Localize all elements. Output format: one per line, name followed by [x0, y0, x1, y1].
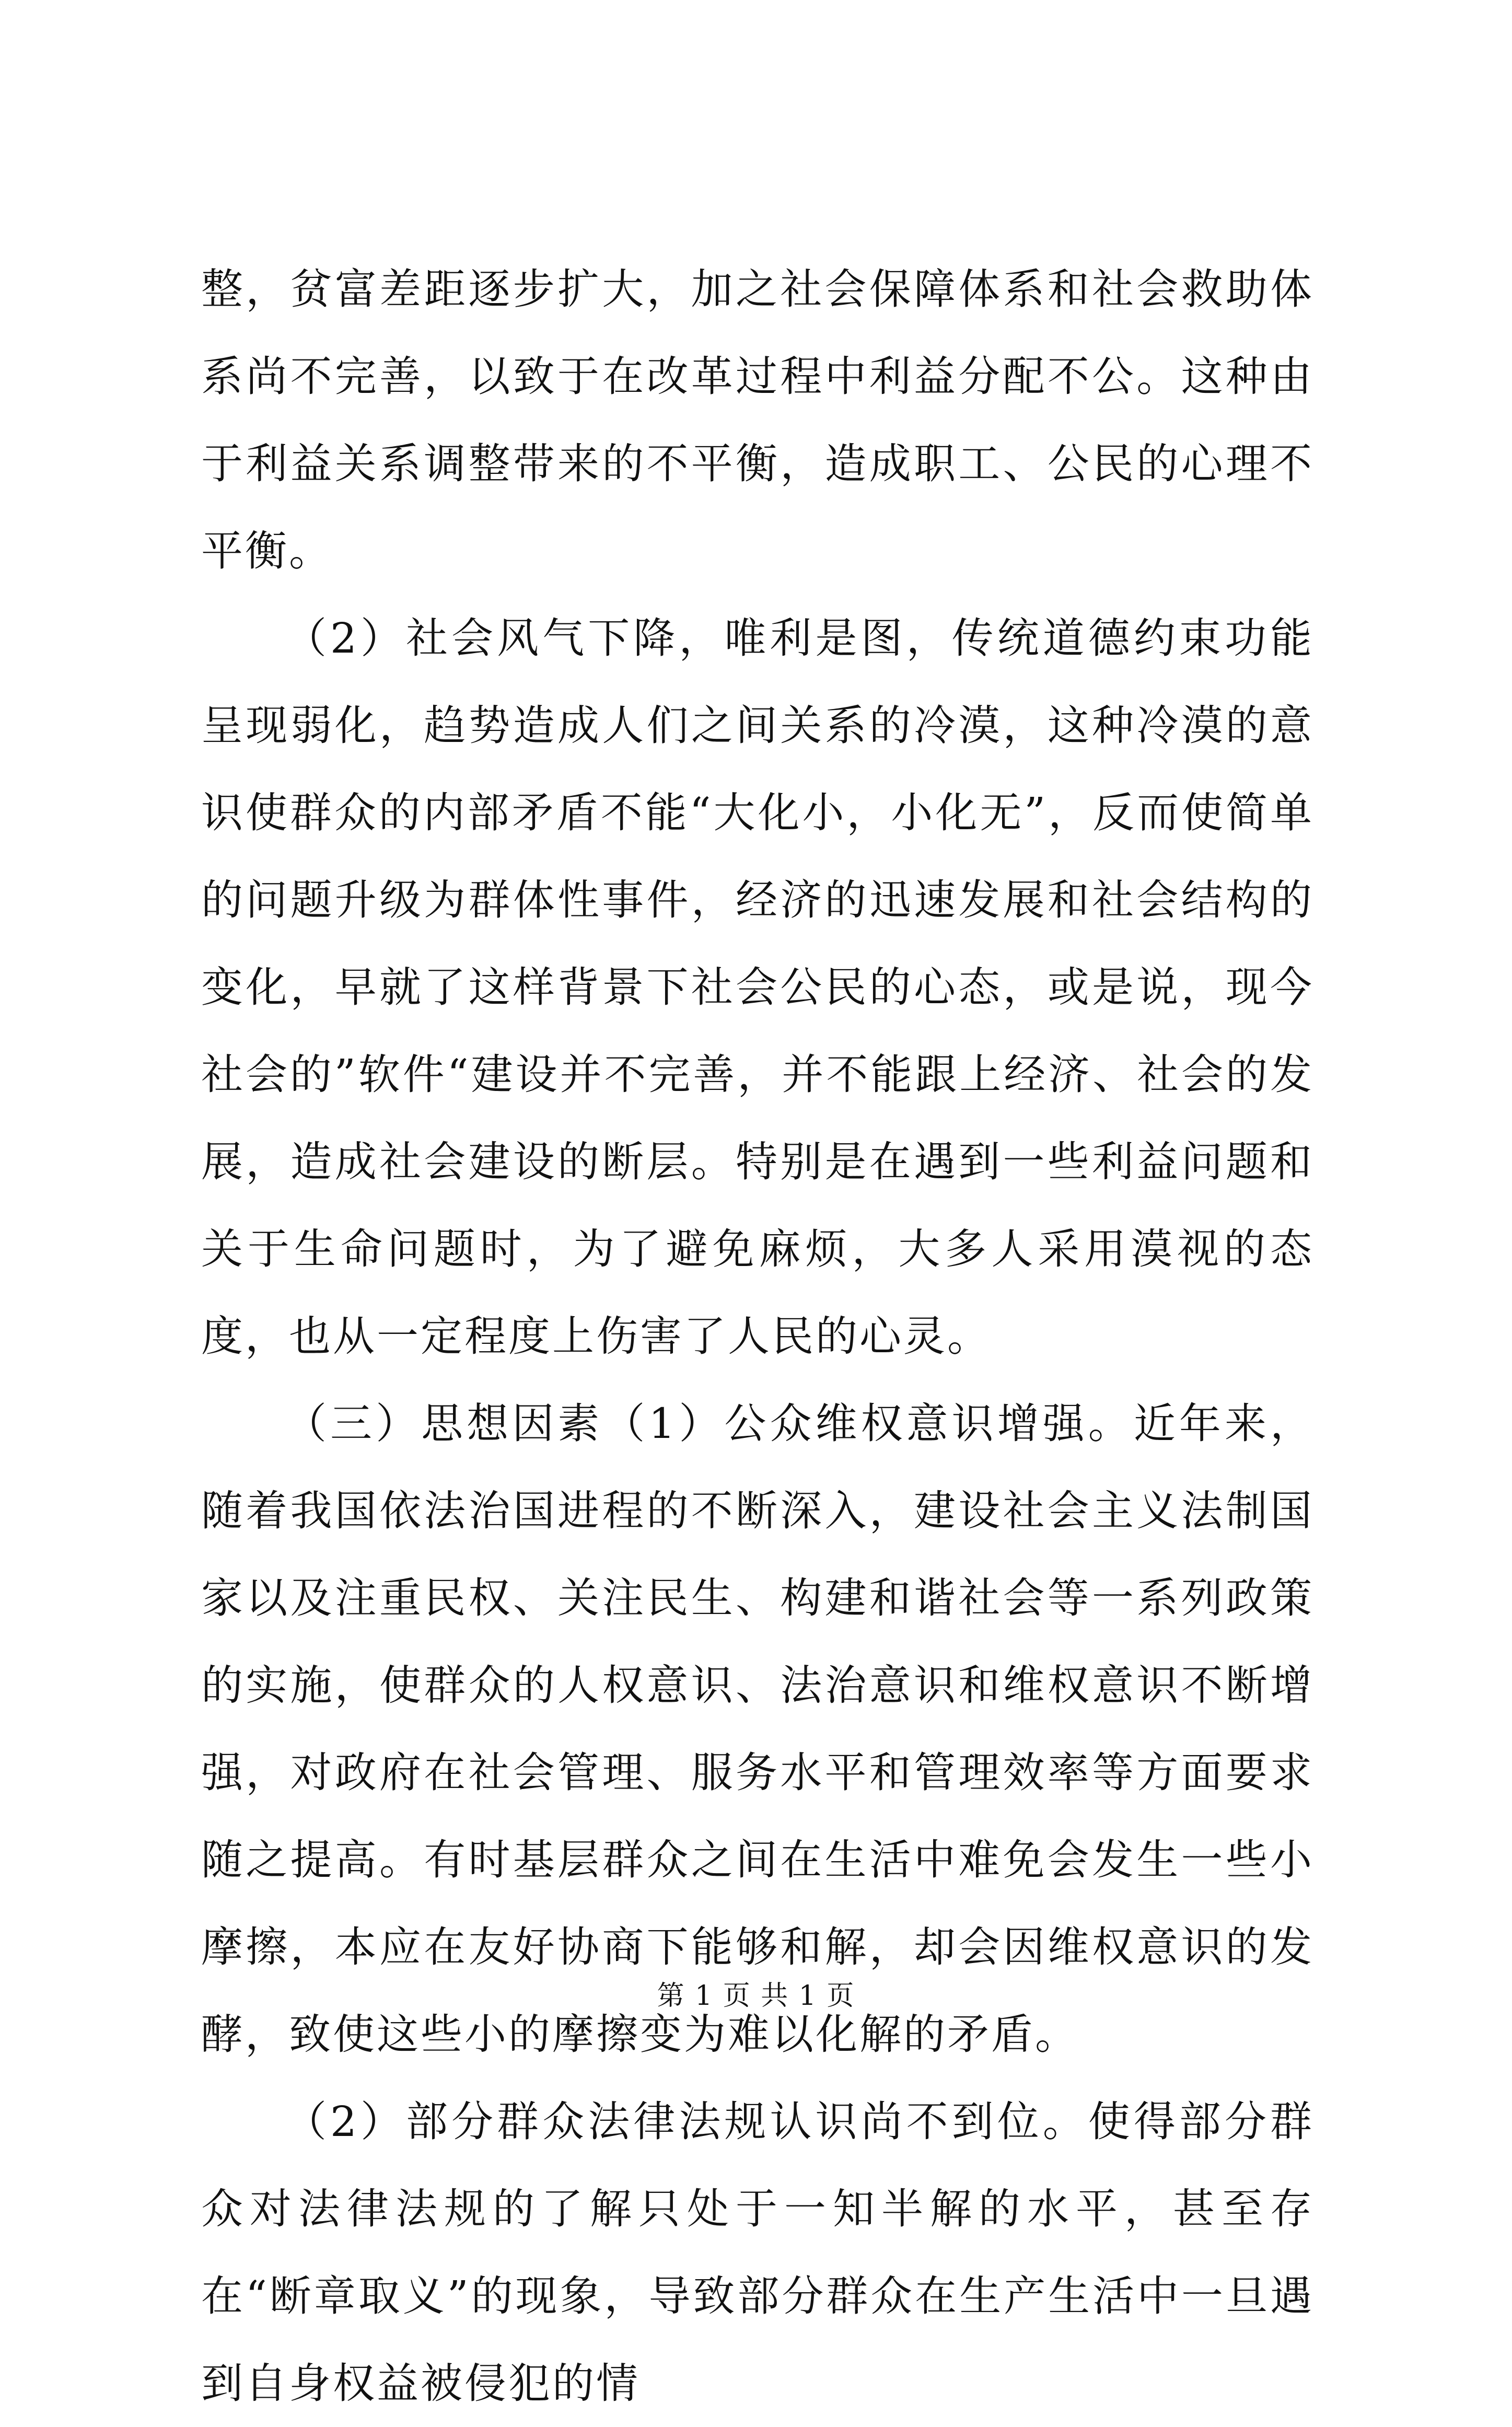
paragraph-ideological-factors: （三）思想因素（1）公众维权意识增强。近年来，随着我国依法治国进程的不断深入，建设社会主义法制国家以及注重民权、关注民生、构建和谐社会等一系列政策的实施，使群众的人权意识、法治意识和维权意识不断增强，对政府在社会管理、服务水平和管理效率等方面要求随之提高。有时基层群众之间在生活中难免会发生一些小摩擦，本应在友好协商下能够和解，却会因维权意识的发酵，致使这些小的摩擦变为难以化解的矛盾。 — [201, 1399, 1314, 2059]
paragraph-legal-awareness: （2）部分群众法律法规认识尚不到位。使得部分群众对法律法规的了解只处于一知半解的水平，甚至存在“断章取义”的现象，导致部分群众在生产生活中一旦遇到自身权益被侵犯的情 — [201, 2097, 1314, 2408]
document-body — [201, 246, 1314, 2427]
paragraph-continuation: 整，贫富差距逐步扩大，加之社会保障体系和社会救助体系尚不完善，以致于在改革过程中利益分配不公。这种由于利益关系调整带来的不平衡，造成职工、公民的心理不平衡。 — [201, 265, 1314, 575]
page-number-footer: 第 1 页 共 1 页 — [657, 1980, 855, 2012]
paragraph-social-atmosphere: （2）社会风气下降，唯利是图，传统道德约束功能呈现弱化，趋势造成人们之间关系的冷漠，这种冷漠的意识使群众的内部矛盾不能“大化小，小化无”，反而使简单的问题升级为群体性事件，经济的迅速发展和社会结构的变化，早就了这样背景下社会公民的心态，或是说，现今社会的”软件“建设并不完善，并不能跟上经济、社会的发展，造成社会建设的断层。特别是在遇到一些利益问题和关于生命问题时，为了避免麻烦，大多人采用漠视的态度，也从一定程度上伤害了人民的心灵。 — [201, 614, 1314, 1361]
